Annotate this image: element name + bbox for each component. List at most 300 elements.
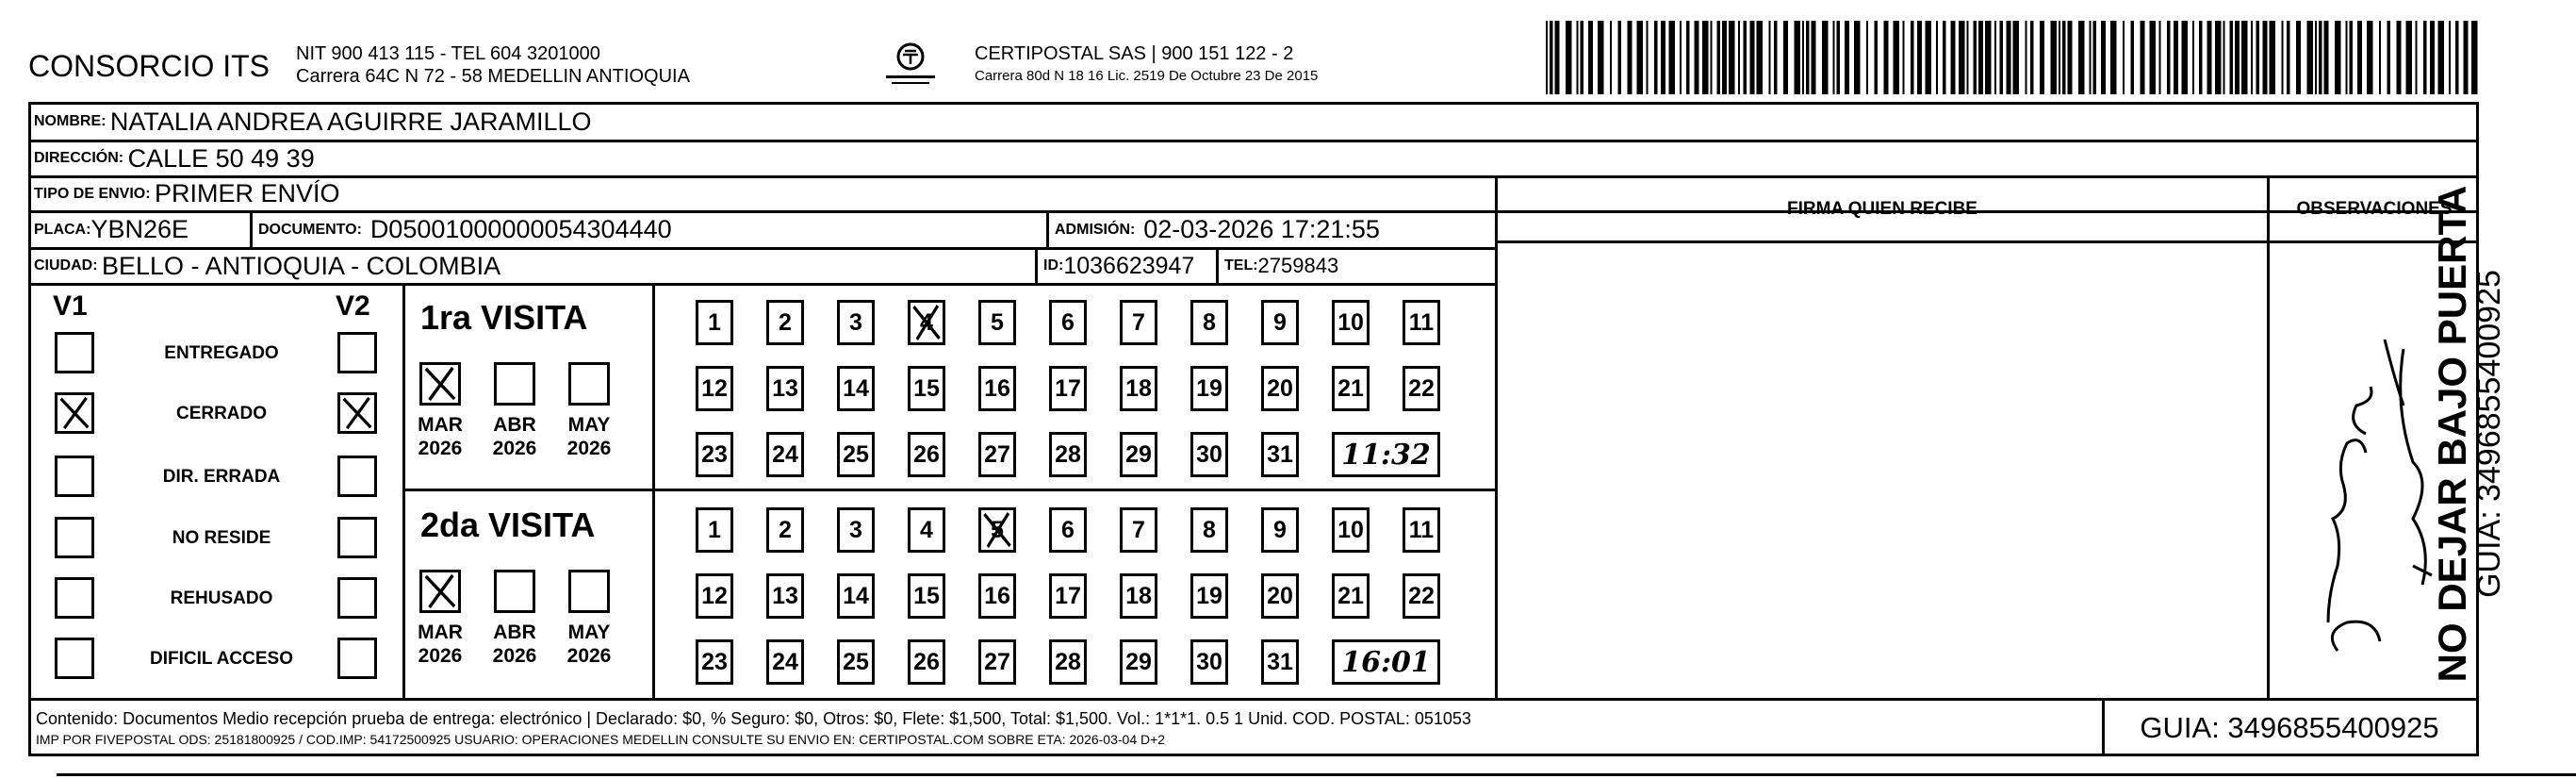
barcode-bar [1722, 21, 1727, 94]
barcode-bar [2150, 21, 2157, 94]
day-checkbox[interactable] [696, 366, 733, 411]
month-label: MAR 2026 [418, 414, 463, 459]
barcode-bar [2263, 21, 2268, 94]
day-checkbox[interactable] [978, 300, 1016, 345]
v1-checkbox[interactable] [55, 517, 94, 558]
visit-title: 2da VISITA [420, 506, 596, 544]
day-number: 5 [991, 516, 1004, 543]
barcode-bar [2397, 21, 2402, 94]
barcode-bar [1661, 21, 1665, 94]
barcode-bar [1802, 21, 1804, 94]
day-checkbox[interactable] [1120, 507, 1157, 553]
month-label: ABR 2026 [492, 622, 537, 667]
barcode-bar [2319, 21, 2322, 94]
barcode-bar [1994, 21, 1996, 94]
v1-checkbox[interactable] [55, 332, 94, 373]
barcode-bar [1581, 21, 1584, 94]
month-checkbox[interactable] [494, 362, 535, 406]
barcode-bar [1637, 21, 1644, 94]
barcode-bar [2235, 21, 2240, 94]
barcode-bar [2199, 21, 2203, 94]
day-checkbox[interactable] [978, 507, 1016, 553]
day-checkbox[interactable] [978, 639, 1016, 685]
day-number: 12 [701, 374, 728, 402]
barcode-bar [2438, 21, 2445, 94]
day-number: 8 [1203, 516, 1216, 543]
barcode-bar [1875, 21, 1879, 94]
month-label: MAR 2026 [418, 622, 463, 667]
admision-value: 02-03-2026 17:21:55 [1143, 215, 1380, 243]
day-number: 15 [913, 582, 940, 609]
guia-box: GUIA: 3496855400925 [2140, 711, 2439, 744]
barcode-bar [2230, 21, 2234, 94]
barcode-bar [1680, 21, 1682, 94]
day-checkbox[interactable] [1049, 432, 1087, 477]
day-number: 21 [1337, 374, 1364, 402]
day-number: 1 [708, 308, 721, 336]
day-checkbox[interactable] [1190, 639, 1228, 685]
day-checkbox[interactable] [1261, 573, 1299, 619]
day-number: 31 [1267, 648, 1293, 675]
day-checkbox[interactable] [766, 432, 804, 477]
barcode-bar [1854, 21, 1861, 94]
barcode-bar [2270, 21, 2276, 94]
visit-title: 1ra VISITA [420, 298, 588, 337]
barcode-bar [1936, 21, 1938, 94]
barcode-bar [1903, 21, 1905, 94]
barcode-bar [2464, 21, 2469, 94]
status-label: NO RESIDE [172, 528, 271, 548]
day-checkbox[interactable] [837, 300, 875, 345]
signature-area[interactable] [1498, 243, 2267, 698]
barcode-bar [1647, 21, 1649, 94]
day-number: 13 [772, 582, 798, 609]
day-number: 7 [1132, 516, 1145, 543]
v2-checkbox[interactable] [337, 332, 377, 373]
barcode-bar [2159, 21, 2161, 94]
barcode-bar [2251, 21, 2253, 94]
tipo-envio-value: PRIMER ENVÍO [155, 179, 340, 207]
barcode-bar [1628, 21, 1633, 94]
tipo-envio-label: TIPO DE ENVIO: [34, 185, 151, 202]
day-checkbox[interactable] [1049, 573, 1087, 619]
day-number: 9 [1273, 308, 1287, 336]
day-checkbox[interactable] [766, 300, 804, 345]
day-number: 30 [1196, 440, 1222, 468]
day-number: 28 [1055, 648, 1081, 675]
status-label: CERRADO [175, 404, 268, 423]
ciudad-value: BELLO - ANTIOQUIA - COLOMBIA [102, 251, 501, 280]
day-number: 26 [913, 648, 940, 675]
month-checkbox[interactable] [419, 362, 461, 406]
day-number: 17 [1055, 374, 1081, 402]
day-number: 8 [1203, 308, 1216, 336]
day-number: 27 [984, 648, 1010, 675]
day-number: 13 [772, 374, 798, 402]
day-checkbox[interactable] [1049, 366, 1087, 411]
day-number: 19 [1196, 582, 1222, 609]
day-number: 2 [779, 516, 792, 543]
day-number: 25 [843, 440, 869, 468]
barcode-bar [1978, 21, 1983, 94]
day-checkbox[interactable] [1403, 300, 1440, 345]
admision-label: ADMISIÓN: [1055, 221, 1136, 238]
day-number: 23 [701, 440, 728, 468]
barcode-bar [1926, 21, 1932, 94]
day-number: 16 [984, 374, 1010, 402]
barcode-bar [2040, 21, 2044, 94]
v2-checkbox[interactable] [337, 517, 377, 558]
placa-cell [28, 212, 189, 247]
placa-label: PLACA: [34, 221, 91, 238]
barcode-bar [1546, 21, 1548, 94]
barcode-bar [2167, 21, 2171, 94]
barcode-bar [2215, 21, 2222, 94]
barcode-bar [1686, 21, 1690, 94]
v2-header: V2 [336, 290, 370, 322]
day-checkbox[interactable] [908, 507, 945, 553]
day-checkbox[interactable] [696, 573, 733, 619]
barcode-bar [2455, 21, 2459, 94]
barcode-bar [1943, 21, 1946, 94]
barcode-bar [1837, 21, 1841, 94]
visit-time: 16:01 [1332, 639, 1440, 685]
day-number: 25 [843, 648, 869, 675]
direccion-value: CALLE 50 49 39 [127, 143, 315, 173]
day-number: 10 [1337, 308, 1364, 336]
barcode-bar [2182, 21, 2189, 94]
barcode-bar [2192, 21, 2194, 94]
day-checkbox[interactable] [1120, 432, 1157, 477]
barcode-bar [1974, 21, 1977, 94]
barcode-bar [2423, 21, 2427, 94]
barcode-bar [1702, 21, 1709, 94]
day-number: 24 [772, 440, 798, 468]
admision-cell [1049, 212, 1380, 247]
day-number: 22 [1408, 374, 1435, 402]
day-number: 12 [701, 582, 728, 609]
barcode-bar [1967, 21, 1969, 94]
direccion-row [28, 141, 315, 175]
tel-cell [1219, 249, 1338, 283]
ciudad-cell [28, 249, 500, 283]
day-checkbox[interactable] [1261, 507, 1299, 553]
month-checkbox[interactable] [568, 570, 610, 613]
v2-checkbox[interactable] [337, 456, 377, 497]
day-checkbox[interactable] [837, 573, 875, 619]
barcode-bar [2416, 21, 2418, 94]
day-checkbox[interactable] [1049, 507, 1087, 553]
day-checkbox[interactable] [696, 507, 733, 553]
day-number: 4 [920, 308, 933, 336]
day-checkbox[interactable] [1332, 573, 1370, 619]
month-checkbox[interactable] [568, 362, 610, 406]
day-checkbox[interactable] [1261, 432, 1299, 477]
day-number: 24 [772, 648, 798, 675]
barcode-bar [2123, 21, 2125, 94]
day-checkbox[interactable] [1190, 300, 1228, 345]
barcode [1546, 21, 2479, 94]
barcode-bar [2315, 21, 2317, 94]
barcode-bar [2367, 21, 2373, 94]
barcode-bar [2030, 21, 2034, 94]
barcode-bar [1654, 21, 1658, 94]
barcode-bar [1812, 21, 1816, 94]
barcode-bar [2335, 21, 2341, 94]
day-number: 31 [1267, 440, 1293, 468]
day-number: 30 [1196, 648, 1222, 675]
day-number: 18 [1125, 374, 1152, 402]
tel-value: 2759843 [1257, 254, 1339, 277]
v1-header: V1 [53, 290, 88, 322]
barcode-bar [2346, 21, 2348, 94]
barcode-bar [1711, 21, 1713, 94]
day-number: 3 [849, 308, 862, 336]
barcode-bar [1566, 21, 1572, 94]
day-checkbox[interactable] [766, 507, 804, 553]
day-checkbox[interactable] [1332, 366, 1370, 411]
placa-value: YBN26E [90, 215, 189, 243]
day-checkbox[interactable] [1120, 573, 1157, 619]
day-checkbox[interactable] [1049, 639, 1087, 685]
day-checkbox[interactable] [908, 300, 945, 345]
barcode-bar [1795, 21, 1801, 94]
barcode-bar [2223, 21, 2225, 94]
barcode-bar [2174, 21, 2178, 94]
day-number: 14 [843, 582, 869, 609]
day-number: 14 [843, 374, 869, 402]
barcode-bar [1618, 21, 1622, 94]
barcode-bar [2141, 21, 2145, 94]
barcode-bar [1588, 21, 1593, 94]
barcode-bar [1757, 21, 1764, 94]
day-number: 20 [1267, 582, 1293, 609]
barcode-bar [1695, 21, 1699, 94]
day-checkbox[interactable] [1049, 300, 1087, 345]
barcode-bar [2101, 21, 2106, 94]
month-checkbox[interactable] [494, 570, 535, 613]
day-number: 4 [920, 516, 933, 543]
day-checkbox[interactable] [696, 639, 733, 685]
id-label: ID: [1043, 257, 1064, 273]
barcode-bar [2324, 21, 2329, 94]
day-checkbox[interactable] [1403, 507, 1440, 553]
barcode-bar [2000, 21, 2004, 94]
barcode-bar [1833, 21, 1835, 94]
barcode-bar [1822, 21, 1829, 94]
barcode-bar [1774, 21, 1778, 94]
day-checkbox[interactable] [1403, 573, 1440, 619]
barcode-bar [2110, 21, 2117, 94]
v1-checkbox[interactable] [55, 456, 94, 497]
day-number: 29 [1125, 648, 1152, 675]
day-checkbox[interactable] [1190, 366, 1228, 411]
barcode-bar [2287, 21, 2290, 94]
day-checkbox[interactable] [1120, 639, 1157, 685]
carrier-address: Carrera 80d N 18 16 Lic. 2519 De Octubre 23 De 2015 [975, 68, 1319, 84]
barcode-bar [2350, 21, 2354, 94]
day-checkbox[interactable] [837, 639, 875, 685]
documento-cell [253, 212, 672, 247]
day-checkbox[interactable] [1190, 432, 1228, 477]
barcode-bar [2207, 21, 2212, 94]
day-checkbox[interactable] [766, 573, 804, 619]
day-checkbox[interactable] [696, 432, 733, 477]
barcode-bar [1769, 21, 1771, 94]
day-number: 11 [1408, 516, 1435, 543]
barcode-bar [1845, 21, 1849, 94]
barcode-bar [2357, 21, 2362, 94]
barcode-bar [2387, 21, 2391, 94]
v1-checkbox[interactable] [55, 577, 94, 619]
status-label: DIFICIL ACCESO [149, 649, 293, 669]
day-checkbox[interactable] [1403, 366, 1440, 411]
barcode-bar [1555, 21, 1560, 94]
day-number: 3 [849, 516, 862, 543]
day-number: 9 [1273, 516, 1287, 543]
day-number: 7 [1132, 308, 1145, 336]
barcode-bar [2090, 21, 2092, 94]
barcode-bar [2430, 21, 2435, 94]
month-label: ABR 2026 [492, 414, 537, 459]
month-label: MAY 2026 [566, 622, 612, 667]
day-number: 11 [1408, 308, 1435, 336]
barcode-bar [2256, 21, 2260, 94]
imp-text: IMP POR FIVEPOSTAL ODS: 25181800925 / COD.IMP: 54172500925 USUARIO: OPERACIONES MEDELLIN CONSULTE SU ENVIO EN: CERTIPOSTAL.COM SOBRE ETA: 2026-03-04 D+2 [36, 732, 1166, 747]
day-checkbox[interactable] [1332, 507, 1370, 553]
day-checkbox[interactable] [1120, 300, 1157, 345]
day-checkbox[interactable] [1190, 573, 1228, 619]
carrier-info: CERTIPOSTAL SAS | 900 151 122 - 2 [975, 43, 1294, 64]
day-checkbox[interactable] [908, 432, 945, 477]
barcode-bar [2131, 21, 2135, 94]
barcode-bar [2062, 21, 2066, 94]
contenido-text: Contenido: Documentos Medio recepción prueba de entrega: electrónico | Declarado: $0, % Seguro: $0, Otros: $0, Flete: $1,500, Total: $1,500. Vol.: 1*1*1. 0.5 1 Unid. COD. POSTAL: 051053 [36, 709, 1471, 728]
day-checkbox[interactable] [1261, 639, 1299, 685]
month-label: MAY 2026 [566, 414, 612, 459]
day-number: 17 [1055, 582, 1081, 609]
barcode-bar [1806, 21, 1810, 94]
day-checkbox[interactable] [978, 432, 1016, 477]
barcode-bar [1729, 21, 1735, 94]
day-checkbox[interactable] [1120, 366, 1157, 411]
v1-checkbox[interactable] [55, 392, 94, 434]
barcode-bar [2282, 21, 2284, 94]
barcode-bar [1717, 21, 1721, 94]
v2-checkbox[interactable] [337, 638, 377, 679]
barcode-bar [2379, 21, 2381, 94]
day-checkbox[interactable] [1190, 507, 1228, 553]
day-number: 6 [1061, 516, 1075, 543]
observaciones-header: OBSERVACIONES [2296, 198, 2453, 219]
company-nit: NIT 900 413 115 - TEL 604 3201000 [296, 43, 600, 64]
certipostal-logo [882, 40, 939, 87]
nombre-value: NATALIA ANDREA AGUIRRE JARAMILLO [109, 107, 592, 136]
day-checkbox[interactable] [908, 639, 945, 685]
v2-checkbox[interactable] [337, 392, 377, 434]
barcode-bar [1985, 21, 1992, 94]
barcode-bar [2093, 21, 2097, 94]
barcode-bar [1598, 21, 1604, 94]
side-guia: GUIA: 3496855400925 [2471, 270, 2507, 598]
id-value: 1036623947 [1063, 252, 1195, 279]
day-number: 22 [1408, 582, 1435, 609]
barcode-bar [1738, 21, 1740, 94]
barcode-bar [2059, 21, 2060, 94]
tel-label: TEL: [1224, 257, 1258, 273]
barcode-bar [2078, 21, 2085, 94]
day-number: 1 [708, 516, 721, 543]
barcode-bar [1750, 21, 1755, 94]
tipo-envio-row [28, 177, 340, 210]
day-number: 20 [1267, 374, 1293, 402]
barcode-bar [1610, 21, 1612, 94]
barcode-bar [1669, 21, 1676, 94]
v1-checkbox[interactable] [55, 638, 94, 679]
day-number: 29 [1125, 440, 1152, 468]
barcode-bar [2013, 21, 2020, 94]
barcode-bar [1744, 21, 1747, 94]
barcode-bar [2471, 21, 2478, 94]
day-checkbox[interactable] [978, 573, 1016, 619]
nombre-label: NOMBRE: [34, 113, 107, 129]
day-number: 19 [1196, 374, 1222, 402]
barcode-bar [1550, 21, 1553, 94]
day-number: 2 [779, 308, 792, 336]
id-cell [1038, 249, 1194, 283]
day-checkbox[interactable] [696, 300, 733, 345]
month-checkbox[interactable] [419, 570, 461, 613]
day-checkbox[interactable] [837, 507, 875, 553]
day-number: 26 [913, 440, 940, 468]
day-checkbox[interactable] [1332, 300, 1370, 345]
company-address: Carrera 64C N 72 - 58 MEDELLIN ANTIOQUIA [296, 66, 690, 87]
barcode-bar [1959, 21, 1965, 94]
day-number: 27 [984, 440, 1010, 468]
barcode-bar [2449, 21, 2451, 94]
documento-value: D05001000000054304440 [369, 215, 672, 243]
day-checkbox[interactable] [837, 366, 875, 411]
status-label: DIR. ERRADA [162, 467, 281, 487]
day-checkbox[interactable] [766, 366, 804, 411]
direccion-label: DIRECCIÓN: [34, 150, 124, 166]
barcode-bar [1577, 21, 1579, 94]
barcode-bar [1951, 21, 1956, 94]
barcode-bar [2051, 21, 2058, 94]
day-checkbox[interactable] [978, 366, 1016, 411]
v2-checkbox[interactable] [337, 577, 377, 619]
day-checkbox[interactable] [1261, 300, 1299, 345]
status-label: REHUSADO [170, 588, 273, 608]
day-checkbox[interactable] [766, 639, 804, 685]
barcode-bar [2068, 21, 2073, 94]
barcode-bar [1911, 21, 1914, 94]
documento-label: DOCUMENTO: [258, 221, 362, 238]
firma-header: FIRMA QUIEN RECIBE [1787, 198, 1977, 219]
day-checkbox[interactable] [1261, 366, 1299, 411]
day-checkbox[interactable] [908, 366, 945, 411]
barcode-bar [2296, 21, 2301, 94]
ciudad-label: CIUDAD: [34, 257, 98, 273]
day-number: 18 [1125, 582, 1152, 609]
day-checkbox[interactable] [837, 432, 875, 477]
barcode-bar [2007, 21, 2011, 94]
day-number: 5 [991, 308, 1004, 336]
day-number: 15 [913, 374, 940, 402]
barcode-bar [1783, 21, 1788, 94]
day-checkbox[interactable] [908, 573, 945, 619]
visit-time: 11:32 [1332, 432, 1440, 477]
